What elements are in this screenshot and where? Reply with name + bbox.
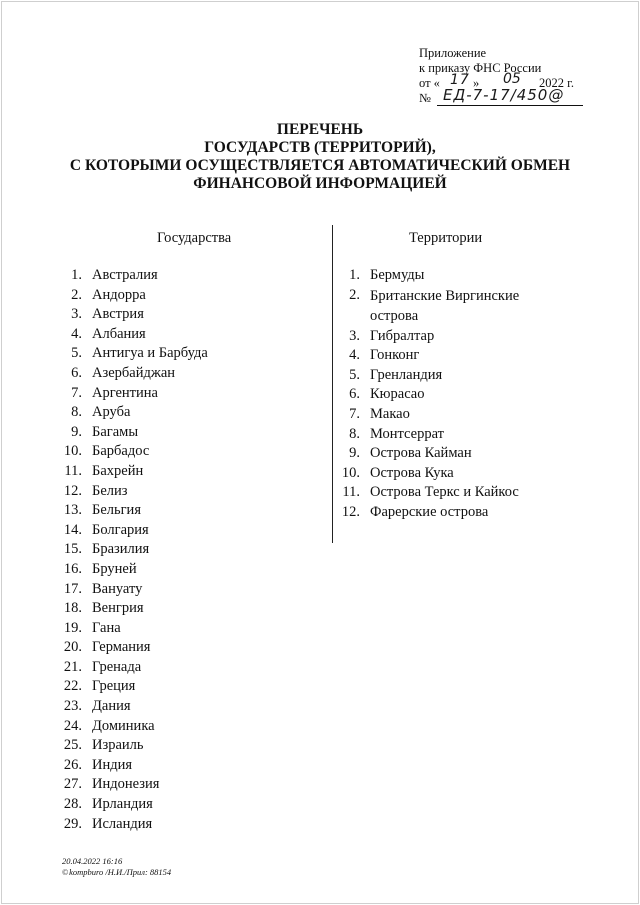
item-name: Австралия (92, 267, 158, 283)
state-item (56, 442, 296, 462)
item-number: 27. (63, 776, 82, 793)
item-number: 18. (63, 600, 82, 617)
item-number: 5. (71, 345, 82, 362)
state-item (56, 795, 296, 815)
item-name: Албания (92, 325, 146, 342)
title-line-2: ГОСУДАРСТВ (ТЕРРИТОРИЙ), (204, 139, 436, 156)
territory-item (334, 503, 614, 523)
item-name: Болгария (92, 521, 149, 538)
item-name: Бельгия (92, 502, 141, 519)
state-item (56, 364, 296, 384)
territories-list (334, 266, 614, 523)
territory-item (334, 286, 614, 327)
territory-item (334, 405, 614, 425)
state-item (56, 540, 296, 560)
handwritten-day: 17 (450, 72, 470, 88)
item-number: 8. (71, 404, 82, 421)
title-line-3: С КОТОРЫМИ ОСУЩЕСТВЛЯЕТСЯ АВТОМАТИЧЕСКИЙ ОБМЕН (69, 157, 571, 174)
state-item (56, 736, 296, 756)
item-number: 6. (349, 386, 360, 403)
territories-column-heading: Территории (409, 230, 483, 246)
state-item (56, 305, 296, 325)
item-name: Венгрия (92, 600, 144, 617)
handwritten-month: 05 (503, 71, 521, 87)
item-number: 23. (63, 698, 82, 715)
state-item (56, 580, 296, 600)
item-number: 22. (63, 678, 82, 695)
item-number: 21. (63, 658, 82, 675)
state-item (56, 560, 296, 580)
item-name: Греция (92, 678, 136, 695)
item-number: 1. (71, 267, 82, 283)
date-year: 2022 г. (539, 76, 574, 90)
item-name: Гренландия (370, 366, 443, 383)
item-name: Британские Виргинские острова (370, 287, 520, 324)
territory-item (334, 366, 614, 386)
item-name: Бруней (92, 560, 137, 577)
territory-item (334, 483, 614, 503)
item-number: 5. (349, 366, 360, 383)
states-column-heading: Государства (157, 230, 232, 246)
state-item (56, 423, 296, 443)
item-name: Аруба (92, 404, 131, 421)
item-name: Австрия (92, 306, 144, 323)
item-name: Багамы (92, 423, 139, 440)
item-number: 11. (64, 462, 82, 479)
item-name: Германия (92, 639, 151, 656)
appendix-block (419, 46, 574, 107)
item-number: 3. (349, 327, 360, 344)
title-line-4: ФИНАНСОВОЙ ИНФОРМАЦИЕЙ (193, 175, 447, 192)
item-number: 4. (349, 347, 360, 364)
item-name: Фарерские острова (370, 503, 489, 520)
item-number: 10. (63, 443, 82, 460)
item-name: Вануату (92, 580, 143, 597)
item-number: 12. (341, 503, 360, 520)
state-item (56, 717, 296, 737)
item-number: 15. (63, 541, 82, 558)
column-divider (332, 225, 333, 543)
state-item (56, 775, 296, 795)
state-item (56, 266, 296, 286)
state-item (56, 325, 296, 345)
states-list (56, 266, 296, 834)
item-number: 2. (349, 286, 360, 303)
footer-timestamp: 20.04.2022 16:16 (62, 856, 123, 866)
item-number: 25. (63, 737, 82, 754)
date-mid: » (473, 76, 480, 90)
territory-item (334, 385, 614, 405)
item-name: Гонконг (370, 347, 420, 364)
item-name: Бразилия (92, 541, 150, 558)
number-prefix: № (419, 91, 431, 105)
item-name: Гибралтар (370, 327, 435, 344)
item-name: Израиль (92, 737, 144, 754)
item-number: 6. (71, 364, 82, 381)
item-number: 13. (63, 502, 82, 519)
item-name: Индия (92, 756, 133, 773)
item-number: 7. (71, 384, 82, 401)
state-item (56, 501, 296, 521)
item-name: Ирландия (92, 796, 153, 813)
territory-item (334, 444, 614, 464)
territory-item (334, 346, 614, 366)
item-number: 19. (63, 619, 82, 636)
state-item (56, 619, 296, 639)
state-item (56, 403, 296, 423)
footer-stamp (62, 856, 171, 878)
item-name: Аргентина (92, 384, 158, 401)
state-item (56, 286, 296, 306)
item-name: Острова Теркс и Кайкос (370, 484, 519, 501)
item-number: 28. (63, 796, 82, 813)
state-item (56, 599, 296, 619)
item-name: Азербайджан (92, 364, 176, 381)
item-name: Кюрасао (370, 386, 425, 403)
item-number: 26. (63, 756, 82, 773)
item-name: Доминика (92, 717, 155, 734)
item-name: Андорра (92, 286, 146, 303)
handwritten-number: ЕД-7-17/450@ (443, 86, 565, 104)
item-number: 10. (341, 464, 360, 481)
item-name: Острова Кайман (370, 445, 472, 462)
state-item (56, 756, 296, 776)
state-item (56, 384, 296, 404)
item-name: Гренада (92, 658, 142, 675)
item-name: Бахрейн (92, 462, 144, 479)
item-name: Антигуа и Барбуда (92, 345, 208, 362)
item-number: 16. (63, 560, 82, 577)
territory-item (334, 327, 614, 347)
appendix-number (419, 86, 565, 107)
state-item (56, 638, 296, 658)
footer-operator-text: kompburo /Н.И./Прил: 88154 (69, 867, 172, 877)
item-number: 29. (63, 815, 82, 832)
item-number: 8. (349, 425, 360, 442)
item-number: 3. (71, 306, 82, 323)
item-number: 11. (342, 484, 360, 501)
item-name: Острова Кука (370, 464, 454, 481)
item-name: Дания (92, 698, 131, 715)
document-title (0, 121, 640, 193)
item-number: 24. (63, 717, 82, 734)
copyright-icon: © (62, 868, 69, 877)
state-item (56, 815, 296, 835)
state-item (56, 482, 296, 502)
state-item (56, 677, 296, 697)
item-name: Индонезия (92, 776, 160, 793)
item-number: 20. (63, 639, 82, 656)
item-name: Гана (92, 619, 121, 636)
item-name: Барбадос (92, 443, 150, 460)
item-number: 2. (71, 286, 82, 303)
appendix-order-ref: к приказу ФНС России (419, 61, 542, 75)
appendix-label: Приложение (419, 46, 487, 60)
item-number: 9. (349, 445, 360, 462)
state-item (56, 697, 296, 717)
territory-item (334, 425, 614, 445)
item-number: 9. (71, 423, 82, 440)
item-name: Макао (370, 405, 410, 422)
item-name: Бермуды (370, 267, 425, 283)
state-item (56, 344, 296, 364)
item-number: 17. (63, 580, 82, 597)
territory-item (334, 266, 614, 286)
item-number: 12. (63, 482, 82, 499)
item-number: 1. (349, 267, 360, 283)
territory-item (334, 464, 614, 484)
date-prefix: от « (419, 76, 440, 90)
item-name: Монтсеррат (370, 425, 445, 442)
item-name: Исландия (92, 815, 153, 832)
footer-operator (62, 867, 171, 878)
title-line-1: ПЕРЕЧЕНЬ (276, 121, 364, 138)
item-number: 14. (63, 521, 82, 538)
state-item (56, 462, 296, 482)
item-number: 4. (71, 325, 82, 342)
item-number: 7. (349, 405, 360, 422)
number-underline (437, 105, 583, 106)
state-item (56, 658, 296, 678)
state-item (56, 521, 296, 541)
item-name: Белиз (92, 482, 128, 499)
